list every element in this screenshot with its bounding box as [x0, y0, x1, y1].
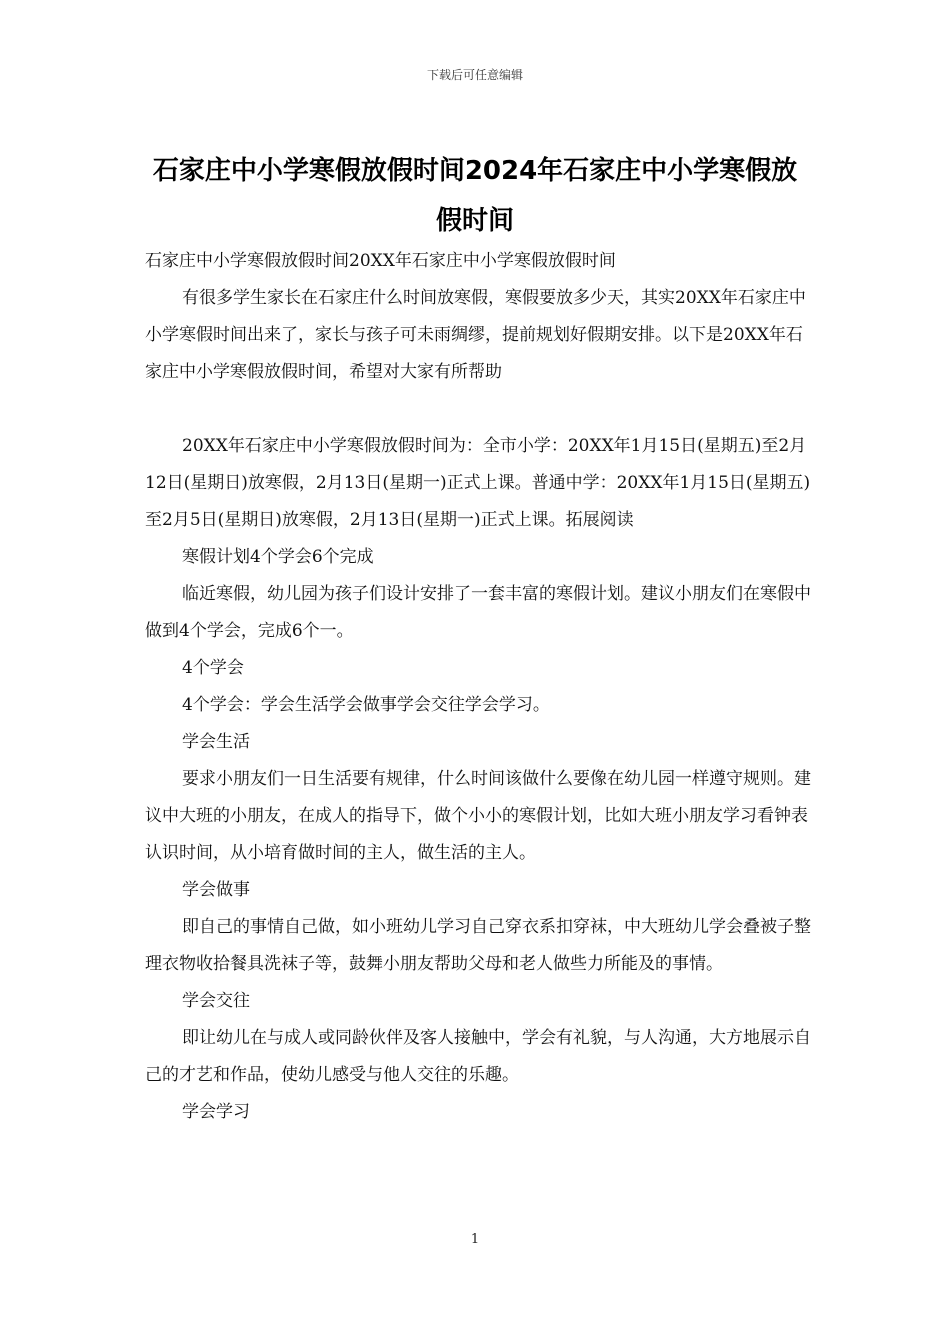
section-heading-study: 学会学习 [182, 1102, 250, 1122]
section-heading-four-learnings: 4个学会 [182, 658, 244, 678]
paragraph-social: 即让幼儿在与成人或同龄伙伴及客人接触中，学会有礼貌，与人沟通，大方地展示自己的才艺和作品，使幼儿感受与他人交往的乐趣。 [145, 1028, 811, 1085]
page-header-note: 下载后可任意编辑 [426, 68, 523, 82]
paragraph-plan: 临近寒假，幼儿园为孩子们设计安排了一套丰富的寒假计划。建议小朋友们在寒假中做到4个学会，完成6个一。 [145, 584, 811, 641]
paragraph-four-learnings: 4个学会：学会生活学会做事学会交往学会学习。 [182, 695, 550, 715]
paragraph-intro: 有很多学生家长在石家庄什么时间放寒假，寒假要放多少天，其实20XX年石家庄中小学寒假时间出来了，家长与孩子可未雨绸缪，提前规划好假期安排。以下是20XX年石家庄中小学寒假放假时间，希望对大家有所帮助 [145, 288, 806, 382]
paragraph-subtitle: 石家庄中小学寒假放假时间20XX年石家庄中小学寒假放假时间 [145, 251, 616, 271]
page-number: 1 [470, 1232, 480, 1247]
section-heading-doing: 学会做事 [182, 880, 250, 900]
section-heading-social: 学会交往 [182, 991, 250, 1011]
paragraph-schedule: 20XX年石家庄中小学寒假放假时间为：全市小学：20XX年1月15日(星期五)至2月12日(星期日)放寒假，2月13日(星期一)正式上课。普通中学：20XX年1月15日(星期五)至2月5日(星期日)放寒假，2月13日(星期一)正式上课。拓展阅读 [145, 436, 811, 530]
document-body [145, 243, 813, 1131]
document-title: 石家庄中小学寒假放假时间2024年石家庄中小学寒假放假时间 [152, 156, 798, 236]
paragraph-life: 要求小朋友们一日生活要有规律，什么时间该做什么要像在幼儿园一样遵守规则。建议中大班的小朋友，在成人的指导下，做个小小的寒假计划，比如大班小朋友学习看钟表认识时间，从小培育做时间的主人，做生活的主人。 [145, 769, 811, 863]
section-heading-plan: 寒假计划4个学会6个完成 [182, 547, 374, 567]
section-heading-life: 学会生活 [182, 732, 250, 752]
paragraph-doing: 即自己的事情自己做，如小班幼儿学习自己穿衣系扣穿袜，中大班幼儿学会叠被子整理衣物收拾餐具洗袜子等，鼓舞小朋友帮助父母和老人做些力所能及的事情。 [145, 917, 811, 974]
